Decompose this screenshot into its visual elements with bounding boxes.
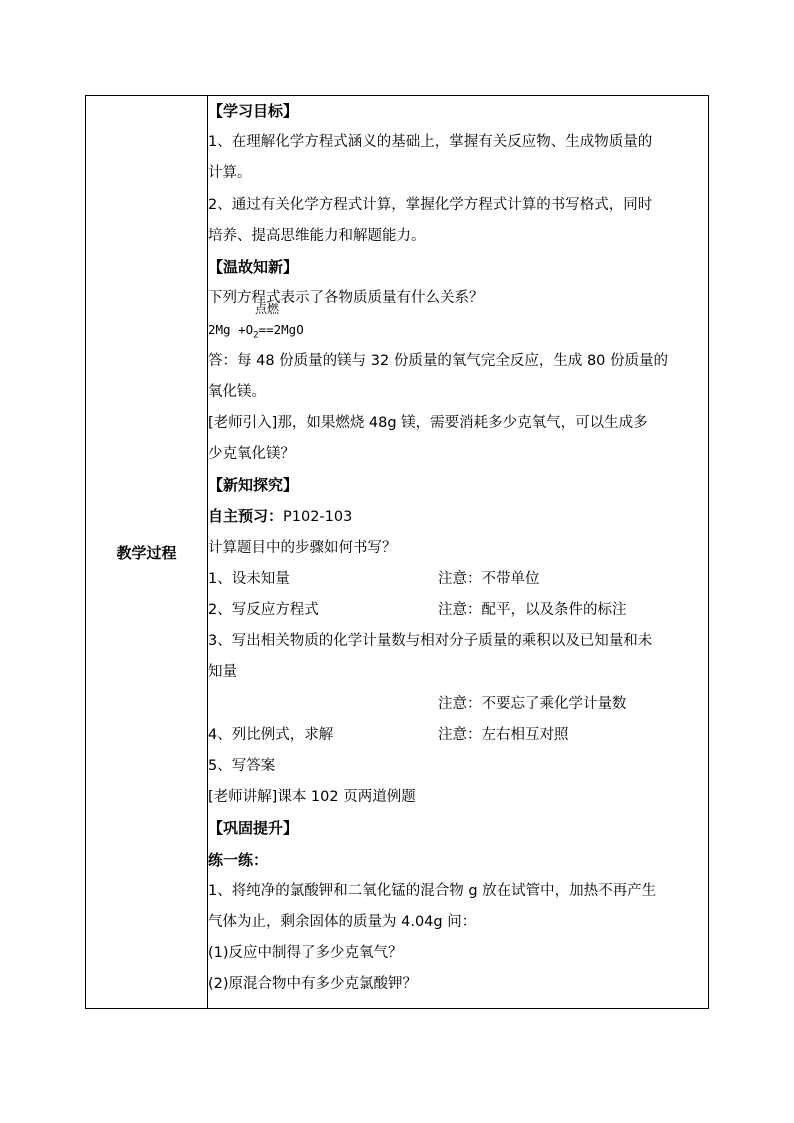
step-2-note: 注意：配平，以及条件的标注 xyxy=(438,602,627,618)
heading-review: 【温故知新】 xyxy=(208,257,299,276)
problem-1-question-1: (1)反应中制得了多少克氧气？ xyxy=(208,945,403,962)
equation-subscript: 2 xyxy=(253,330,259,341)
review-question: 下列方程式表示了各物质质量有什么关系？ xyxy=(208,290,484,307)
step-1-row xyxy=(208,564,708,595)
goal-1-line-1: 1、在理解化学方程式涵义的基础上，掌握有关反应物、生成物质量的 xyxy=(208,134,653,151)
self-preview-pages: P102-103 xyxy=(283,509,353,526)
problem-1-line-2: 气体为止，剩余固体的质量为 4.04g 问： xyxy=(208,913,477,930)
section-label: 教学过程 xyxy=(116,543,177,562)
reaction-condition: 点燃 xyxy=(255,302,280,317)
heading-new-knowledge: 【新知探究】 xyxy=(208,476,299,495)
answer-line-2: 氧化镁。 xyxy=(208,383,266,400)
teacher-explain: [老师讲解]课本 102 页两道例题 xyxy=(208,789,416,806)
answer-line-1: 答：每 48 份质量的镁与 32 份质量的氧气完全反应，生成 80 份质量的 xyxy=(208,352,669,369)
step-3-line-2: 知量 xyxy=(208,664,237,681)
problem-1-line-1: 1、将纯净的氯酸钾和二氧化锰的混合物 g 放在试管中，加热不再产生 xyxy=(208,882,657,899)
step-3-note-row xyxy=(208,689,708,720)
equation-lhs: 2Mg +O xyxy=(208,322,254,338)
heading-learning-goals: 【学习目标】 xyxy=(208,102,299,120)
problem-1-question-2: (2)原混合物中有多少克氯酸钾？ xyxy=(208,976,418,993)
equation-rhs: ==2MgO xyxy=(258,322,304,338)
goal-2-line-1: 2、通过有关化学方程式计算，掌握化学方程式计算的书写格式，同时 xyxy=(208,196,653,213)
step-4-note: 注意：左右相互对照 xyxy=(438,726,569,743)
step-4: 4、列比例式，求解 xyxy=(208,726,334,743)
step-1-note: 注意：不带单位 xyxy=(438,570,540,587)
self-preview-line xyxy=(208,501,708,532)
step-1: 1、设未知量 xyxy=(208,570,290,587)
goal-2-line-2: 培养、提高思维能力和解题能力。 xyxy=(208,227,426,244)
content-cell xyxy=(208,96,709,1009)
teacher-intro-line-1: [老师引入]那，如果燃烧 48g 镁，需要消耗多少克氧气，可以生成多 xyxy=(208,414,648,431)
step-3-line-1: 3、写出相关物质的化学计量数与相对分子质量的乘积以及已知量和未 xyxy=(208,633,653,650)
section-label-cell xyxy=(86,96,208,1009)
step-2-row xyxy=(208,595,708,626)
heading-consolidation: 【巩固提升】 xyxy=(208,819,299,838)
teacher-intro-line-2: 少克氧化镁？ xyxy=(208,446,295,463)
self-preview-label: 自主预习： xyxy=(208,507,284,526)
step-4-row xyxy=(208,720,708,751)
steps-question: 计算题目中的步骤如何书写？ xyxy=(208,539,397,556)
goal-1-line-2: 计算。 xyxy=(208,165,252,182)
step-3-note: 注意：不要忘了乘化学计量数 xyxy=(438,695,627,712)
lesson-table xyxy=(85,95,709,1009)
chemical-equation xyxy=(208,302,708,345)
step-5: 5、写答案 xyxy=(208,757,276,774)
step-2: 2、写反应方程式 xyxy=(208,602,319,618)
practice-label: 练一练： xyxy=(208,850,269,869)
